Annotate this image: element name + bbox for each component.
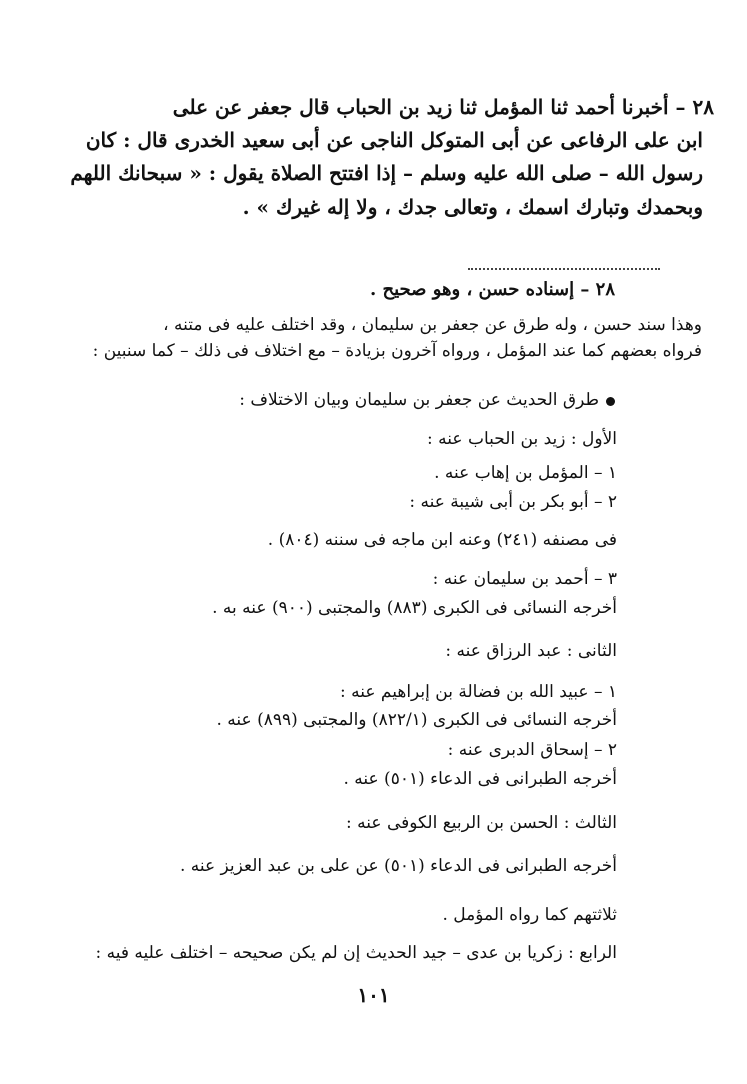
chain-fourth: الرابع : زكريا بن عدى – جيد الحديث إن لم يكن صحيحه – اختلف عليه فيه : bbox=[95, 943, 617, 963]
chain-first-2-source: فى مصنفه (٢٤١) وعنه ابن ماجه فى سننه (٨٠٤) . bbox=[267, 530, 617, 550]
hadith-line-2: ابن على الرفاعى عن أبى المتوكل الناجى عن أبى سعيد الخدرى قال : كان bbox=[85, 128, 703, 152]
bullet-icon bbox=[606, 397, 615, 406]
commentary-heading: ٢٨ – إسناده حسن ، وهو صحيح . bbox=[369, 279, 615, 300]
chain-first: الأول : زيد بن الحباب عنه : bbox=[427, 429, 617, 449]
hadith-line-4: وبحمدك وتبارك اسمك ، وتعالى جدك ، ولا إله غيرك » . bbox=[242, 195, 703, 219]
page-number: ١٠١ bbox=[357, 983, 390, 1007]
chain-first-3-source: أخرجه النسائى فى الكبرى (٨٨٣) والمجتبى (٩٠٠) عنه به . bbox=[212, 598, 617, 618]
hadith-line-1: ٢٨ – أخبرنا أحمد ثنا المؤمل ثنا زيد بن الحباب قال جعفر عن على bbox=[172, 95, 714, 119]
hadith-line-3: رسول الله – صلى الله عليه وسلم – إذا افتتح الصلاة يقول : « سبحانك اللهم bbox=[70, 161, 703, 185]
intro-line-2: فرواه بعضهم كما عند المؤمل ، ورواه آخرون بزيادة – مع اختلاف فى ذلك – كما سنبين : bbox=[92, 341, 702, 361]
chain-summary: ثلاثتهم كما رواه المؤمل . bbox=[442, 905, 617, 925]
chain-first-2: ٢ – أبو بكر بن أبى شيبة عنه : bbox=[409, 492, 617, 512]
chain-second-1-source: أخرجه النسائى فى الكبرى (٨٢٢/١) والمجتبى (٨٩٩) عنه . bbox=[216, 710, 617, 730]
section-title: طرق الحديث عن جعفر بن سليمان وبيان الاختلاف : bbox=[239, 390, 599, 410]
chain-second-2-source: أخرجه الطبرانى فى الدعاء (٥٠١) عنه . bbox=[343, 769, 617, 789]
chain-first-1: ١ – المؤمل بن إهاب عنه . bbox=[434, 463, 617, 483]
section-divider bbox=[468, 268, 660, 270]
intro-line-1: وهذا سند حسن ، وله طرق عن جعفر بن سليمان ، وقد اختلف عليه فى متنه ، bbox=[163, 315, 702, 335]
chain-second-2: ٢ – إسحاق الدبرى عنه : bbox=[447, 740, 617, 760]
chain-second-1: ١ – عبيد الله بن فضالة بن إبراهيم عنه : bbox=[339, 682, 617, 702]
chain-first-3: ٣ – أحمد بن سليمان عنه : bbox=[432, 569, 617, 589]
chain-third: الثالث : الحسن بن الربيع الكوفى عنه : bbox=[346, 813, 617, 833]
chain-third-source: أخرجه الطبرانى فى الدعاء (٥٠١) عن على بن عبد العزيز عنه . bbox=[179, 856, 617, 876]
chain-second: الثانى : عبد الرزاق عنه : bbox=[445, 641, 617, 661]
